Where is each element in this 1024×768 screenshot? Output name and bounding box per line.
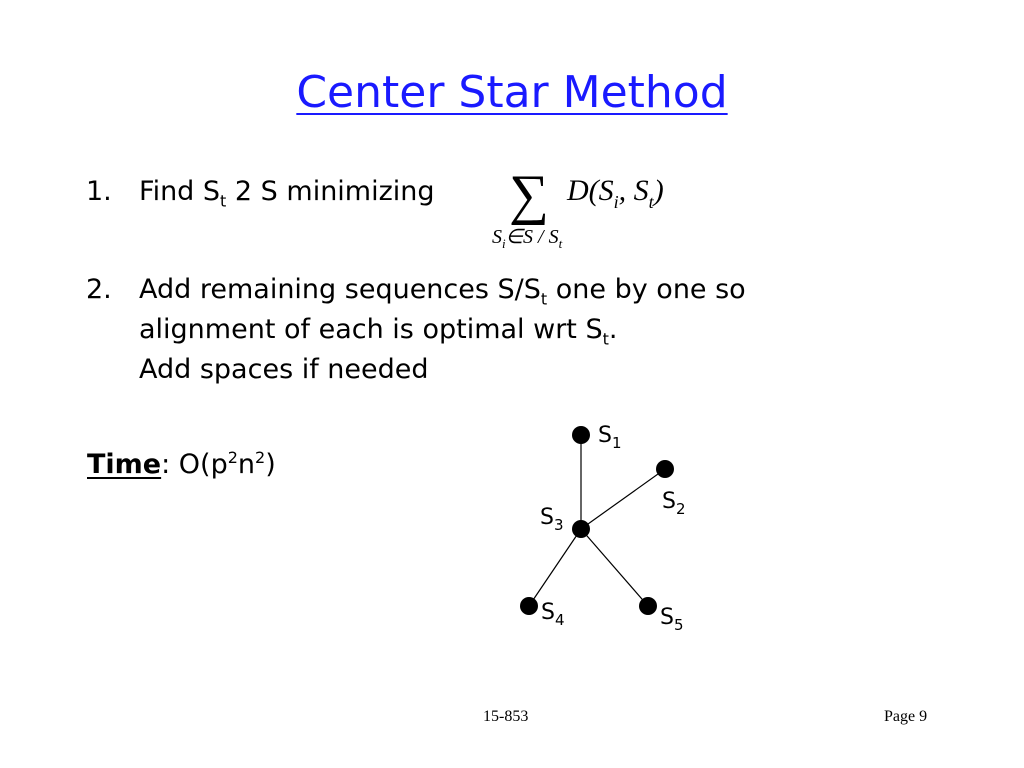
sum-formula (487, 155, 727, 255)
graph-node-s3 (572, 520, 590, 538)
step-1-number: 1. (86, 176, 112, 207)
graph-edge-s3-s2 (581, 469, 665, 529)
footer-course: 15-853 (483, 708, 529, 725)
step-2-line-1: Add remaining sequences $S/S_t$ one by one so (139, 274, 746, 309)
step-1-text: Find $S_t$ 2 S minimizing (139, 176, 435, 211)
time-complexity: Time: $O(p^2n^2)$ (87, 448, 276, 480)
graph-label-s1: $S_1$ (598, 423, 622, 452)
slide-title: Center Star Method (296, 67, 728, 118)
footer-page-number: Page 9 (884, 708, 928, 725)
step-2-number: 2. (86, 274, 112, 305)
graph-node-s4 (520, 597, 538, 615)
graph-edge-s3-s4 (529, 529, 581, 606)
graph-node-s2 (656, 460, 674, 478)
formula-body: $D(S_i$, $S_t$) (567, 174, 664, 212)
step-2-line-2: alignment of each is optimal wrt $S_t$. (139, 314, 618, 349)
graph-label-s3: $S_3$ (540, 505, 564, 534)
graph-edge-s3-s5 (581, 529, 648, 606)
graph-node-s1 (572, 426, 590, 444)
graph-label-s4: $S_4$ (541, 600, 565, 629)
star-graph (500, 410, 720, 640)
step-2-line-3: Add spaces if needed (139, 354, 429, 385)
sum-symbol: ∑ (509, 164, 549, 226)
graph-label-s5: $S_5$ (660, 605, 684, 634)
time-label: Time (87, 449, 162, 480)
formula-subscript: $S_i\in S / S_t$ (492, 226, 563, 251)
graph-node-s5 (639, 597, 657, 615)
graph-label-s2: $S_2$ (662, 489, 686, 518)
